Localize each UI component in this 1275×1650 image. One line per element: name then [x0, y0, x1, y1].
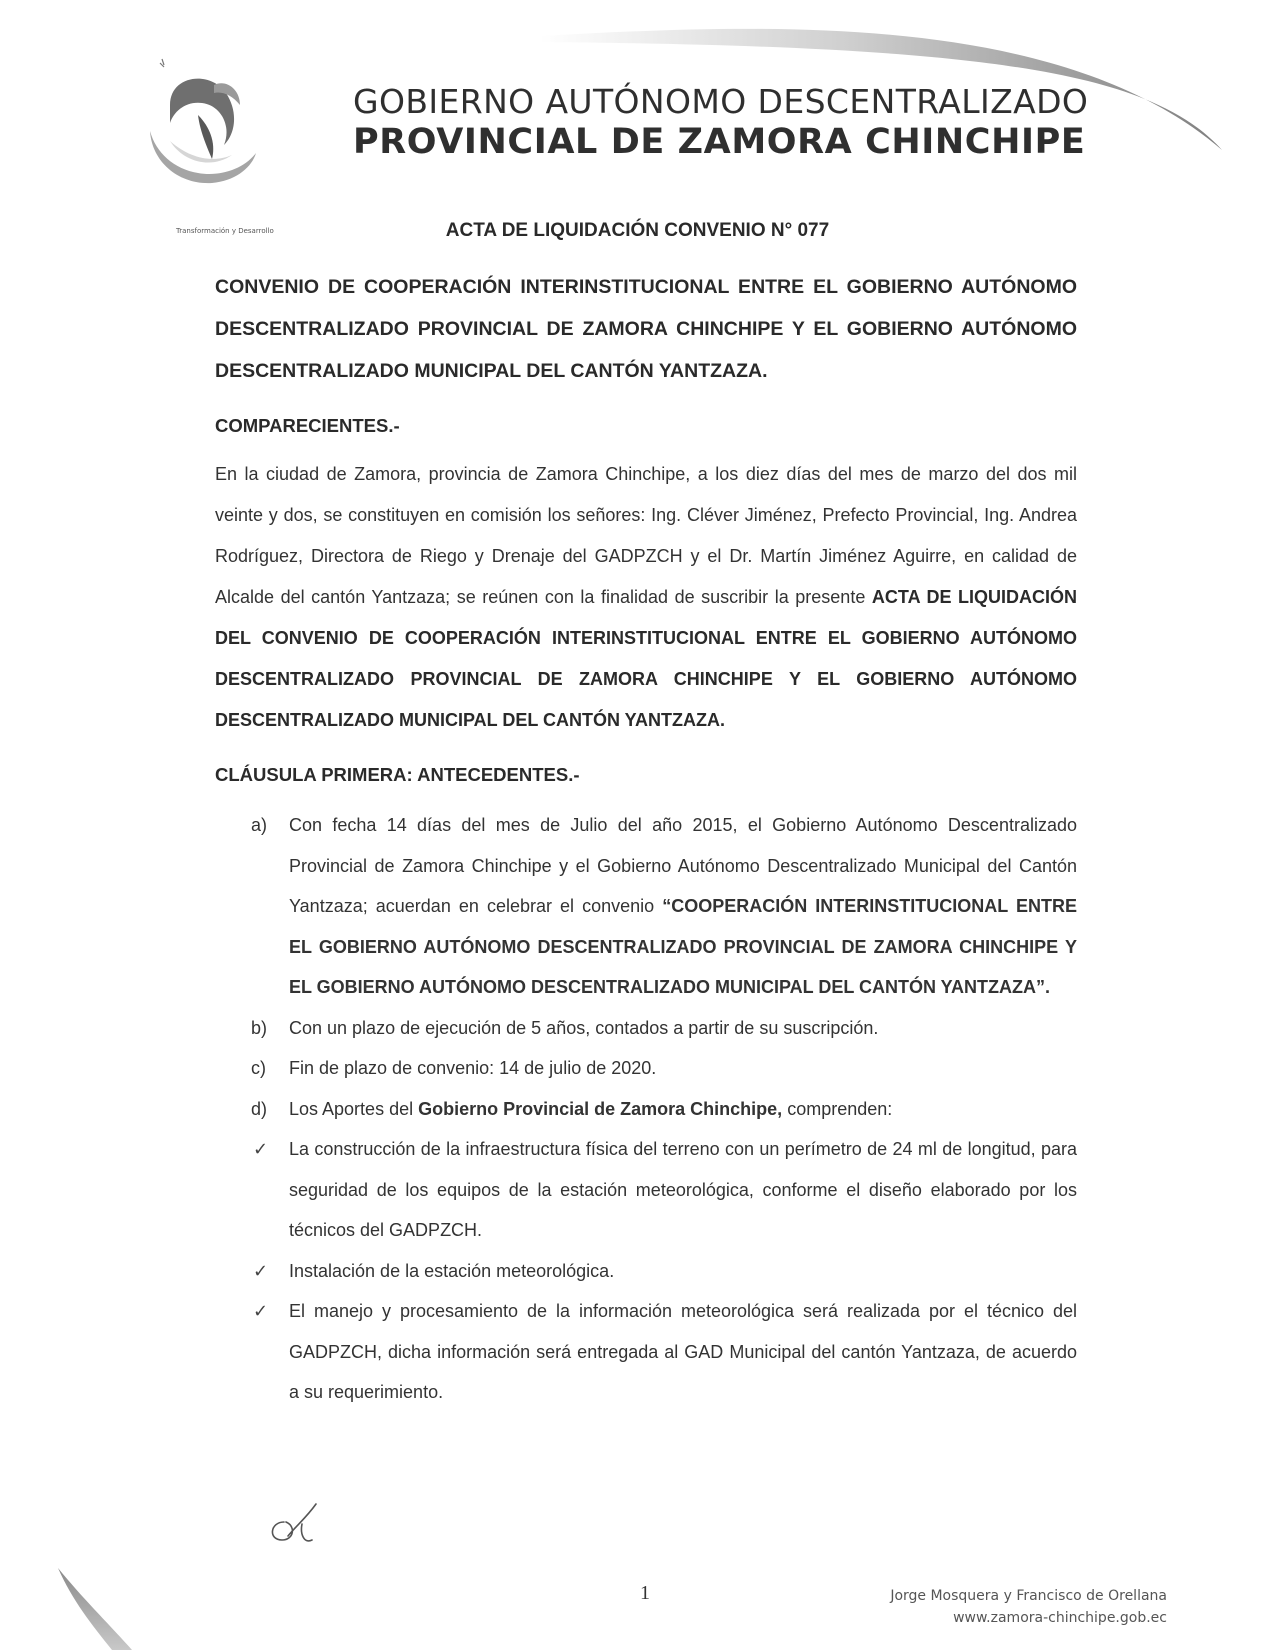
list-item: [215, 1008, 1077, 1049]
item-a-bold-text: “COOPERACIÓN INTERINSTITUCIONAL ENTRE EL GOBIERNO AUTÓNOMO DESCENTRALIZADO PROVINCIAL DE ZAMORA CHINCHIPE Y EL GOBIERNO AUTÓNOMO DESCENTRALIZADO MUNICIPAL DEL CANTÓN YANTZAZA”.: [289, 896, 1077, 997]
list-item: [215, 805, 1077, 1008]
comparecientes-heading: COMPARECIENTES.-: [215, 415, 400, 436]
checkmark-icon: ✓: [253, 1301, 269, 1321]
checkmark-icon: ✓: [253, 1260, 269, 1281]
gadpzch-logo-icon: [140, 45, 280, 195]
comparecientes-bold-text: ACTA DE LIQUIDACIÓN DEL CONVENIO DE COOPERACIÓN INTERINSTITUCIONAL ENTRE EL GOBIERNO AUTÓNOMO DESCENTRALIZADO PROVINCIAL DE ZAMORA CHINCHIPE Y EL GOBIERNO AUTÓNOMO DESCENTRALIZADO MUNICIPAL DEL CANTÓN YANTZAZA.: [215, 587, 1077, 730]
institution-name-line2: PROVINCIAL DE ZAMORA CHINCHIPE: [353, 122, 1086, 162]
item-d-pre: Los Aportes del: [289, 1098, 414, 1119]
document-title: ACTA DE LIQUIDACIÓN CONVENIO N° 077: [445, 220, 830, 241]
list-item: [215, 1291, 1077, 1413]
list-marker: a): [251, 815, 268, 835]
item-a-text: Con fecha 14 días del mes de Julio del año 2015, el Gobierno Autónomo Descentralizado Provincial de Zamora Chinchipe y el Gobierno Autónomo Descentralizado Municipal del Cantón Yantzaza; acuerdan en celebrar el convenio: [289, 815, 1077, 916]
item-d-bold: Gobierno Provincial de Zamora Chinchipe,: [418, 1098, 783, 1119]
signature-initials: [266, 1500, 336, 1550]
document-body: [215, 266, 1077, 1413]
list-marker: b): [251, 1017, 268, 1038]
antecedentes-list: [215, 805, 1077, 1413]
list-item: [215, 1129, 1077, 1251]
comparecientes-text: En la ciudad de Zamora, provincia de Zamora Chinchipe, a los diez días del mes de marzo del dos mil veinte y dos, se constituyen en comisión los señores: Ing. Cléver Jiménez, Prefecto Provincial, Ing. Andrea Rodríguez, Directora de Riego y Drenaje del GADPZCH y el Dr. Martín Jiménez Aguirre, en calidad de Alcalde del cantón Yantzaza; se reúnen con la finalidad de suscribir la presente: [215, 464, 1077, 607]
clausula-heading: CLÁUSULA PRIMERA: ANTECEDENTES.-: [215, 764, 580, 785]
list-item: [215, 1048, 1077, 1089]
check-item-text: La construcción de la infraestructura física del terreno con un perímetro de 24 ml de longitud, para seguridad de los equipos de la estación meteorológica, conforme el diseño elaborado por los técnicos del GADPZCH.: [289, 1139, 1077, 1240]
logo-caption: Transformación y Desarrollo: [176, 227, 274, 235]
page-number: 1: [640, 1582, 650, 1604]
gadpzch-logo: [140, 45, 280, 235]
checkmark-icon: ✓: [253, 1139, 269, 1159]
item-d-post: comprenden:: [787, 1098, 893, 1119]
item-c-text: Fin de plazo de convenio: 14 de julio de 2020.: [289, 1058, 657, 1078]
list-item: [215, 1089, 1077, 1130]
footer-contact: [890, 1585, 1167, 1629]
list-item: [215, 1251, 1077, 1292]
item-b-text: Con un plazo de ejecución de 5 años, contados a partir de su suscripción.: [289, 1017, 879, 1038]
footer-website: www.zamora-chinchipe.gob.ec: [953, 1610, 1167, 1626]
institution-name-line1: GOBIERNO AUTÓNOMO DESCENTRALIZADO: [353, 82, 1089, 121]
comparecientes-paragraph: [215, 454, 1077, 741]
list-marker: c): [251, 1058, 266, 1078]
list-marker: d): [251, 1098, 268, 1119]
check-item-text: El manejo y procesamiento de la información meteorológica será realizada por el técnico del GADPZCH, dicha información será entregada al GAD Municipal del cantón Yantzaza, de acuerdo a su requerimiento.: [289, 1301, 1077, 1402]
footer-address: Jorge Mosquera y Francisco de Orellana: [890, 1588, 1167, 1604]
check-item-text: Instalación de la estación meteorológica.: [289, 1260, 615, 1281]
agreement-heading: CONVENIO DE COOPERACIÓN INTERINSTITUCIONAL ENTRE EL GOBIERNO AUTÓNOMO DESCENTRALIZADO PROVINCIAL DE ZAMORA CHINCHIPE Y EL GOBIERNO AUTÓNOMO DESCENTRALIZADO MUNICIPAL DEL CANTÓN YANTZAZA.: [215, 276, 1077, 382]
